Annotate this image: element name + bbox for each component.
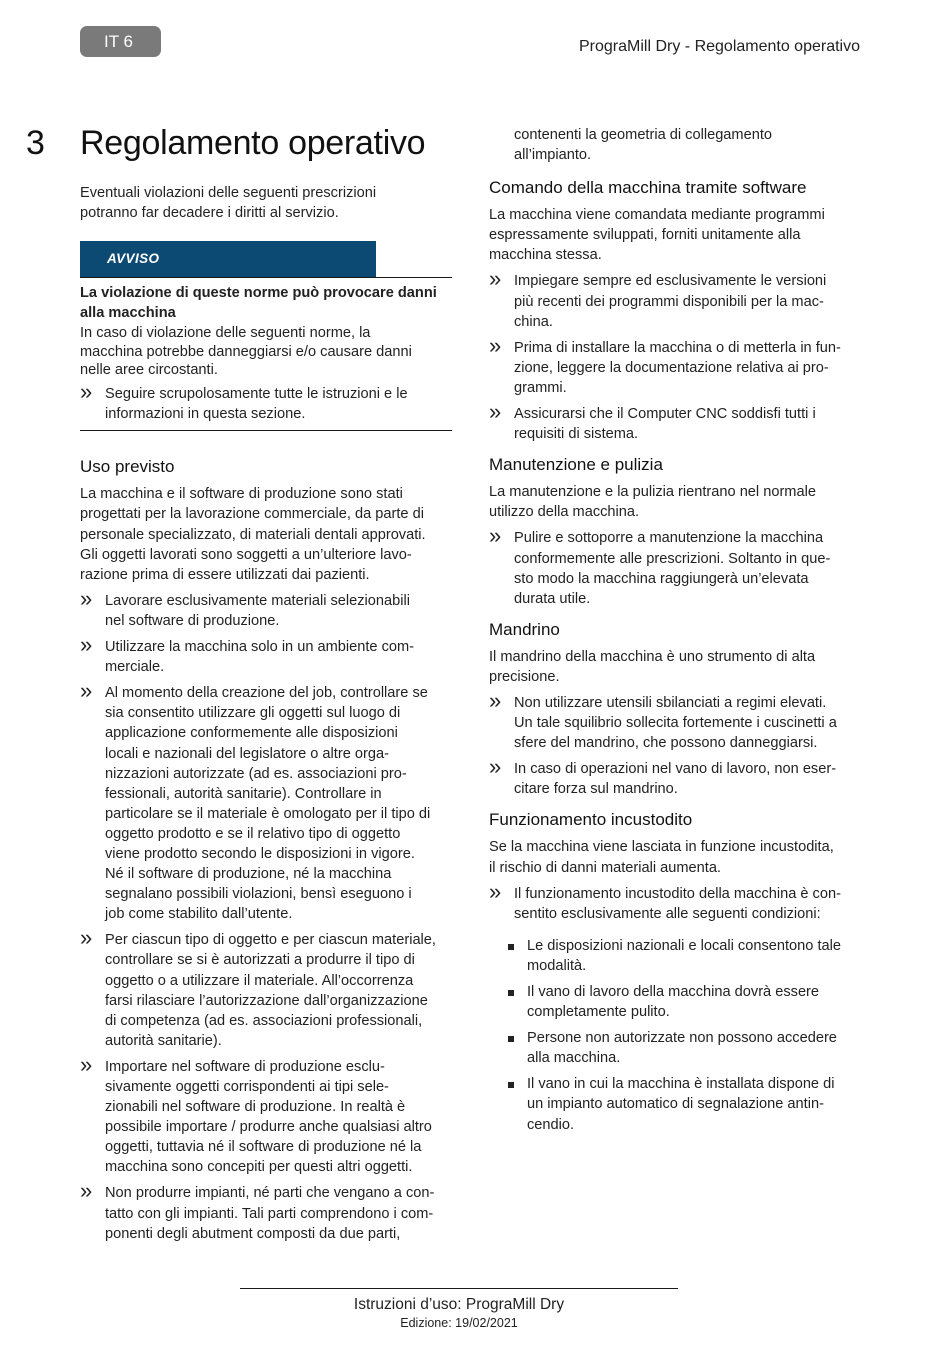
running-header-title: PrograMill Dry - Regolamento operativo xyxy=(579,38,860,55)
list-item: Il vano in cui la macchina è installata dispone di un impianto automatico di segnalazione antin- cendio. xyxy=(489,1074,863,1134)
list-item: » Non utilizzare utensili sbilanciati a regimi elevati. Un tale squilibrio sollecita fortemente i cuscinetti a sfere del mandrino, che possono danneggiarsi. xyxy=(489,687,837,752)
list-item: » Importare nel software di produzione esclu- sivamente oggetti corrispondenti ai tipi sele- zionabili nel software di produzione. In realtà è possibile importare / produrre anche qualsiasi altro oggetti, tuttavia né il software di produzione né la macchina sono concepiti per questi altri oggetti. xyxy=(80,1051,432,1176)
notice-label: AVVISO xyxy=(80,241,376,277)
bullet-mark: » xyxy=(489,754,502,780)
comando-list xyxy=(489,266,863,444)
bullet-mark: » xyxy=(80,925,93,951)
square-bullet-icon xyxy=(508,944,514,950)
bullet-mark: » xyxy=(80,1178,93,1204)
bullet-mark: » xyxy=(489,878,502,904)
square-bullet-icon xyxy=(508,990,514,996)
bullet-mark: » xyxy=(80,1051,93,1077)
mandrino-list xyxy=(489,687,863,799)
list-item: » Prima di installare la macchina o di metterla in fun- zione, leggere la documentazione relativa ai pro- grammi. xyxy=(489,332,841,396)
square-bullet-icon xyxy=(508,1082,514,1088)
chapter-number: 3 xyxy=(26,124,45,162)
list-item: » Lavorare esclusivamente materiali selezionabili nel software di produzione. xyxy=(80,585,410,629)
bullet-mark: » xyxy=(489,687,502,713)
uso-previsto-list xyxy=(80,585,452,1244)
bullet-mark: » xyxy=(489,523,502,549)
section-heading-incustodito: Funzionamento incustodito xyxy=(489,810,693,830)
bullet-mark: » xyxy=(80,632,93,658)
bullet-mark: » xyxy=(80,678,93,704)
section-heading-mandrino: Mandrino xyxy=(489,619,560,639)
list-item: » Utilizzare la macchina solo in un ambiente com- merciale. xyxy=(80,632,415,676)
footer-title: Istruzioni d’uso: PrograMill Dry xyxy=(353,1296,565,1313)
list-item: » Impiegare sempre ed esclusivamente le versioni più recenti dei programmi disponibili per la mac- china. xyxy=(489,266,827,330)
list-item: » In caso di operazioni nel vano di lavoro, non eser- citare forza sul mandrino. xyxy=(489,754,837,798)
chapter-intro: Eventuali violazioni delle seguenti prescrizioni potranno far decadere i diritti al servizio. xyxy=(80,185,377,222)
chapter-title: Regolamento operativo xyxy=(80,124,426,162)
notice-text: In caso di violazione delle seguenti norme, la macchina potrebbe danneggiarsi e/o causare danni nelle aree circostanti. xyxy=(80,325,412,379)
bullet-mark: » xyxy=(489,266,502,292)
list-item: » Non produrre impianti, né parti che vengano a con- tatto con gli impianti. Tali parti comprendono i com- ponenti degli abutment composti da due parti, xyxy=(80,1178,435,1242)
notice-list xyxy=(80,378,452,424)
section-text-comando: La macchina viene comandata mediante programmi espressamente sviluppati, forniti unitamente alla macchina stessa. xyxy=(489,207,825,264)
notice-divider-top xyxy=(80,277,452,278)
list-item: Persone non autorizzate non possono accedere alla macchina. xyxy=(489,1028,863,1068)
notice-divider-bottom xyxy=(80,430,452,432)
list-item: Le disposizioni nazionali e locali consentono tale modalità. xyxy=(489,936,863,976)
notice-title: La violazione di queste norme può provocare danni alla macchina xyxy=(80,285,437,322)
section-heading-comando: Comando della macchina tramite software xyxy=(489,178,807,198)
manutenzione-list xyxy=(489,523,863,608)
list-item: » Per ciascun tipo di oggetto e per ciascun materiale, controllare se si è autorizzati a produrre il tipo di oggetto o a utilizzare il materiale. All’occorrenza farsi rilasciare l’autorizzazione dall’organizzazione di competenza (ad es. associazioni professionali, autorità sanitarie). xyxy=(80,925,436,1049)
footer-edition: Edizione: 19/02/2021 xyxy=(400,1316,518,1330)
bullet-mark: » xyxy=(489,399,502,425)
section-text-mandrino: Il mandrino della macchina è uno strumento di alta precisione. xyxy=(489,648,816,685)
square-bullet-icon xyxy=(508,1036,514,1042)
list-item: » Assicurarsi che il Computer CNC soddisfi tutti i requisiti di sistema. xyxy=(489,399,816,443)
bullet-mark: » xyxy=(80,585,93,611)
list-item: » Al momento della creazione del job, controllare se sia consentito utilizzare gli oggetti sul luogo di applicazione conformemente alle disposizioni locali e nazionali del legislatore o altre orga- nizzazioni autorizzate (ad es. associazioni pro- fessionali, autorità sanitarie). Controllare in particolare se il materiale è omologato per il tipo di oggetto prodotto e se il relativo tipo di oggetto viene prodotto secondo le disposizioni in vigore. Né il software di produzione, né la macchina segnalano possibili violazioni, bensì eseguono i job come stabilito dall’utente. xyxy=(80,678,431,923)
section-text-incustodito: Se la macchina viene lasciata in funzione incustodita, il rischio di danni materiali aumenta. xyxy=(489,839,834,876)
section-text-manutenzione: La manutenzione e la pulizia rientrano nel normale utilizzo della macchina. xyxy=(489,484,816,521)
list-item: » Il funzionamento incustodito della macchina è con- sentito esclusivamente alle seguenti condizioni: xyxy=(489,878,841,922)
notice-box xyxy=(80,241,452,431)
footer-divider xyxy=(240,1288,678,1289)
right-column xyxy=(489,125,863,1141)
bullet-mark: » xyxy=(80,378,93,404)
list-item-continuation: contenenti la geometria di collegamento all’impianto. xyxy=(514,127,772,164)
incustodito-list xyxy=(489,878,863,924)
section-heading-manutenzione: Manutenzione e pulizia xyxy=(489,455,663,475)
section-text-uso-previsto: La macchina e il software di produzione sono stati progettati per la lavorazione commerciale, da parte di personale specializzato, di materiali dentali approvati. Gli oggetti lavorati sono soggetti a un’ulteriore lavo- razione prima di essere utilizzati dai pazienti. xyxy=(80,486,426,583)
bullet-mark: » xyxy=(489,332,502,358)
list-item: » Pulire e sottoporre a manutenzione la macchina conformemente alle prescrizioni. Soltanto in que- sto modo la macchina raggiungerà un’elevata durata utile. xyxy=(489,523,831,607)
list-item: Il vano di lavoro della macchina dovrà essere completamente pulito. xyxy=(489,982,863,1022)
page-number-badge: IT 6 xyxy=(80,26,161,57)
section-heading-uso-previsto: Uso previsto xyxy=(80,457,175,477)
conditions-list xyxy=(489,936,863,1135)
left-column xyxy=(80,183,452,1250)
list-item: » Seguire scrupolosamente tutte le istruzioni e le informazioni in questa sezione. xyxy=(80,378,408,422)
